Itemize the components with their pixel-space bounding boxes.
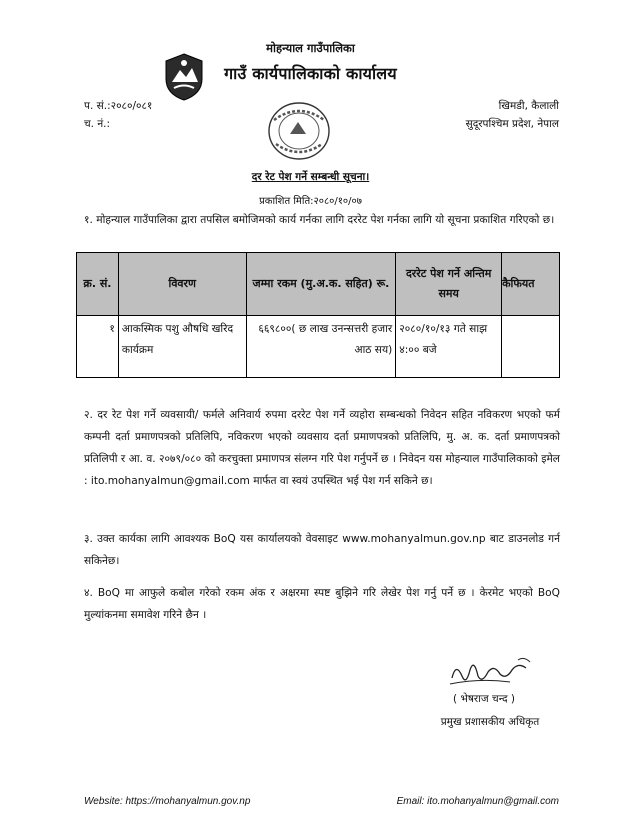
header-remarks: कैफियत	[502, 253, 560, 316]
org-name: मोहन्याल गाउँपालिका	[266, 41, 355, 55]
cell-deadline: २०८०/१०/१३ गते साझ ४:०० बजे	[396, 316, 502, 378]
signer-designation: प्रमुख प्रशासकीय अधिकृत	[440, 716, 540, 728]
paragraph-1: १. मोहन्याल गाउँपालिका द्वारा तपसिल बमोजिमको कार्य गर्नका लागि दररेट पेश गर्नका लागि यो सूचना प्रकाशित गरिएको छ।	[84, 214, 555, 226]
cell-serial: १	[77, 316, 119, 378]
header-description: विवरण	[118, 253, 246, 316]
cell-remarks	[502, 316, 560, 378]
address-line-1: खिमडी, कैलाली	[498, 100, 559, 112]
header-serial: क्र. सं.	[77, 253, 119, 316]
table-header-row	[77, 253, 560, 316]
office-seal-stamp	[254, 100, 344, 162]
header-deadline: दररेट पेश गर्ने अन्तिम समय	[396, 253, 502, 316]
letter-number: प. सं.:२०८०/०८१	[84, 100, 153, 112]
address-line-2: सुदूरपश्चिम प्रदेश, नेपाल	[465, 118, 559, 130]
paragraph-4: ४. BoQ मा आफुले कबोल गरेको रकम अंक र अक्षरमा स्पष्ट बुझिने गरि लेखेर पेश गर्नु पर्ने छ । केरमेट भएको BoQ मुल्यांकनमा समावेश गरिने छैन ।	[84, 587, 560, 621]
notice-title: दर रेट पेश गर्ने सम्बन्धी सूचना।	[251, 171, 370, 183]
cell-description: आकस्मिक पशु औषधि खरिद कार्यक्रम	[118, 316, 246, 378]
paragraph-2: २. दर रेट पेश गर्ने व्यवसायी/ फर्मले अनिवार्य रुपमा दररेट पेश गर्ने व्यहोरा सम्बन्धको निवेदन सहित नविकरण भएको फर्म कम्पनी दर्ता प्रमाणपत्रको प्रतिलिपि, नविकरण भएको व्यवसाय दर्ता प्रमाणपत्रको प्रतिलिपि, मु. अ. क. दर्ता प्रमाणपत्रको प्रतिलिपी र आ. व. २०७९/०८० को करचुक्ता प्रमाणपत्र संलग्न गरि पेश गर्नुपर्ने छ । निवेदन यस मोहन्याल गाउँपालिकाको इमेल : ito.mohanyalmun@gmail.com मार्फत वा स्वयं उपस्थित भई पेश गर्न सकिने छ।	[84, 409, 560, 487]
paragraph-3: ३. उक्त कार्यका लागि आवश्यक BoQ यस कार्यालयको वेवसाइट www.mohanyalmun.gov.np बाट डाउनलोड गर्न सकिनेछ।	[84, 533, 560, 567]
footer-website: Website: https://mohanyalmun.gov.np	[84, 796, 251, 807]
handwritten-signature	[440, 650, 540, 694]
bid-table	[76, 252, 560, 378]
footer-email: Email: ito.mohanyalmun@gmail.com	[396, 796, 559, 807]
cell-amount: ६६९८००( छ लाख उनन्सत्तरी हजार आठ सय)	[246, 316, 396, 378]
header-amount: जम्मा रकम (मु.अ.क. सहित) रू.	[246, 253, 396, 316]
signer-name: ( भेषराज चन्द )	[453, 693, 515, 705]
dispatch-number: च. नं.:	[84, 118, 111, 130]
published-date: प्रकाशित मिति:२०८०/१०/०७	[259, 196, 362, 207]
office-title: गाउँ कार्यपालिकाको कार्यालय	[224, 64, 397, 83]
table-row	[77, 316, 560, 378]
